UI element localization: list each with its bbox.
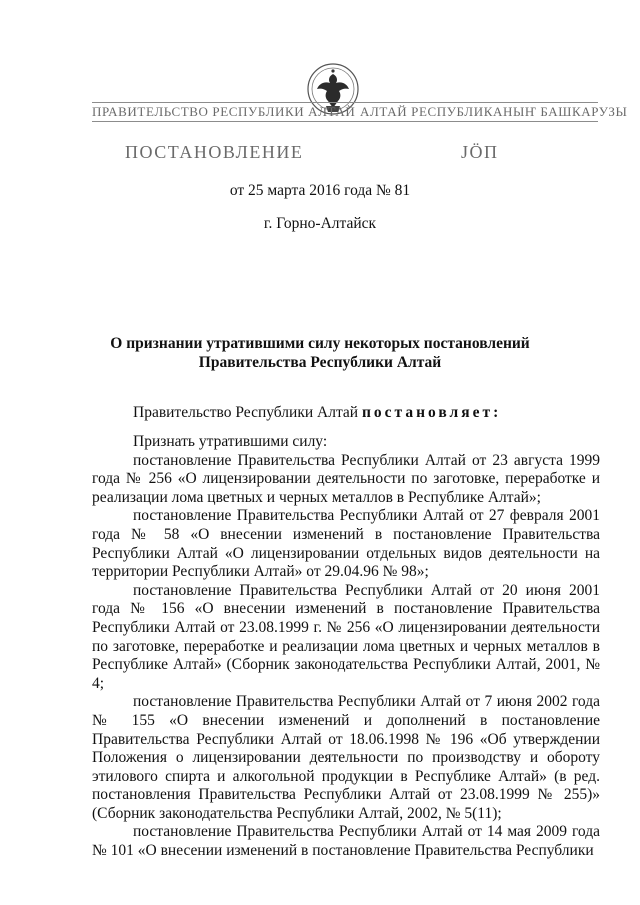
- body-intro: Признать утратившими силу:: [133, 433, 328, 450]
- body-item-5: постановление Правительства Республики Алтай от 14 мая 2009 года № 101 «О внесении изменений в постановление Правительства Республики: [92, 823, 600, 860]
- body-item-2: постановление Правительства Республики Алтай от 27 февраля 2001 года № 58 «О внесении изменений в постановление Правительства Республики Алтай «О лицензировании отдельных видов деятельности на территории Республики Алтай» от 29.04.96 № 98»;: [92, 507, 600, 581]
- document-body: [92, 433, 600, 861]
- header-rule-top: [92, 102, 598, 103]
- body-item-3: постановление Правительства Республики Алтай от 20 июня 2001 года № 156 «О внесении изменений в постановление Правительства Республики Алтай от 23.08.1999 г. № 256 «О лицензировании деятельности по заготовке, переработке и реализации лома цветных и черных металлов в Республике Алтай» (Сборник законодательства Республики Алтай, 2001, № 4;: [92, 581, 600, 692]
- body-item-1: постановление Правительства Республики Алтай от 23 августа 1999 года № 256 «О лицензировании деятельности по заготовке, переработке и реализации лома цветных и черных металлов в Республике Алтай»;: [92, 451, 600, 506]
- header-rule-bottom: [92, 121, 598, 122]
- preamble-verb: постановляет:: [361, 404, 502, 421]
- document-city: г. Горно-Алтайск: [263, 215, 377, 232]
- preamble: [133, 403, 501, 423]
- doc-kind-altai: ЈӦП: [461, 142, 499, 162]
- header-left-title: ПРАВИТЕЛЬСТВО РЕСПУБЛИКИ АЛТАЙ: [92, 104, 356, 119]
- document-title: О признании утратившими силу некоторых постановлений Правительства Республики Алтай: [110, 335, 530, 371]
- body-item-4: постановление Правительства Республики Алтай от 7 июня 2002 года № 155 «О внесении изменений и дополнений в постановление Правительства Республики Алтай от 18.06.1998 № 196 «Об утверждении Положения о лицензировании деятельности по производству и обороту этилового спирта и алкогольной продукции в Республике Алтай» (в ред. постановления Правительства Республики Алтай от 23.08.1999 № 255)» (Сборник законодательства Республики Алтай, 2002, № 5(11);: [92, 693, 600, 822]
- preamble-subject: Правительство Республики Алтай: [133, 404, 359, 421]
- doc-kind-russian: ПОСТАНОВЛЕНИЕ: [125, 142, 304, 162]
- header-right-title: АЛТАЙ РЕСПУБЛИКАНЫҤ БАШКАРУЗЫ: [360, 104, 628, 119]
- document-date-number: от 25 марта 2016 года № 81: [229, 182, 411, 199]
